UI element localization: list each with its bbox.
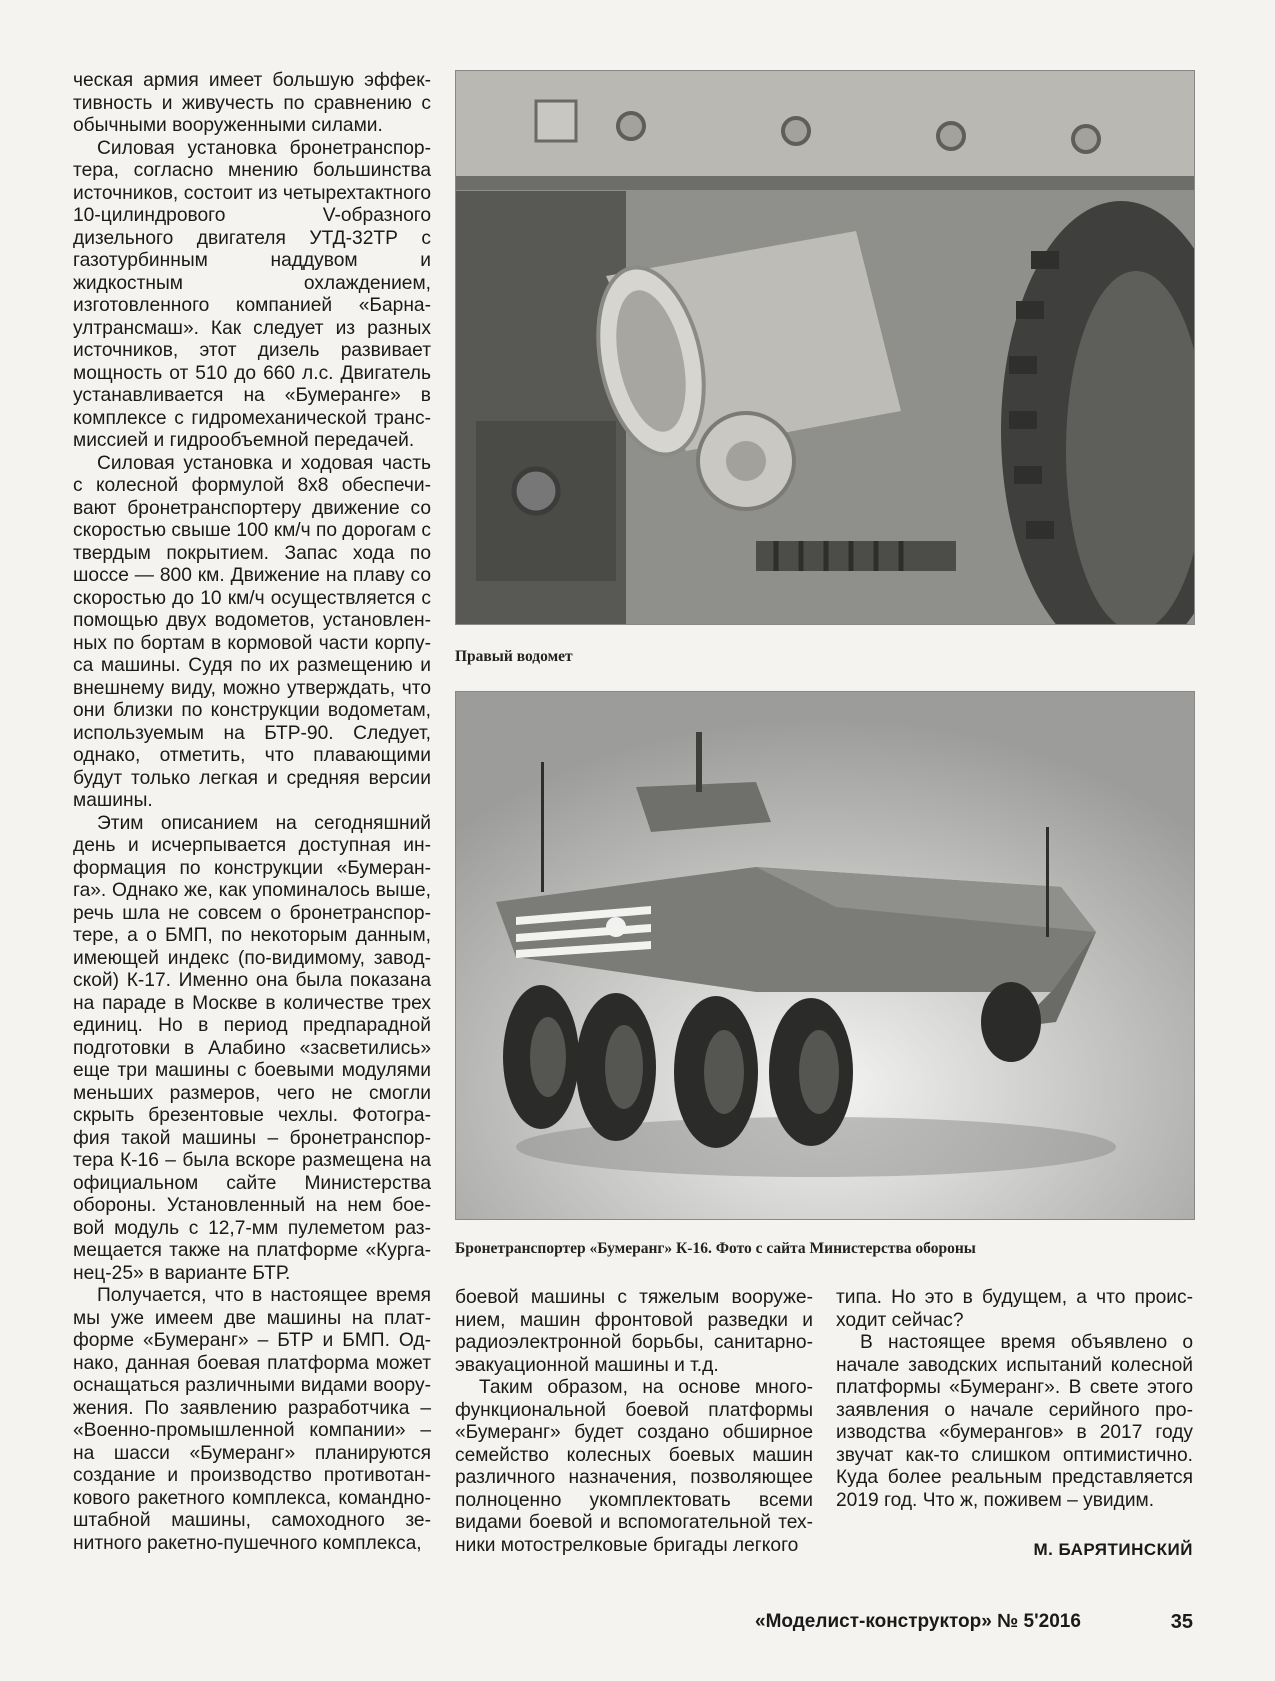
waterjet-illustration — [456, 71, 1194, 624]
magazine-title: «Моделист-конструктор» № 5'2016 — [755, 1611, 1081, 1632]
waterjet-photo — [455, 70, 1195, 625]
paragraph: Силовая установка бронетранспортера, согласно мнению большинства источников, состоит из четырехтактного 10-цилиндрового V-образного дизельного двигателя УТД-32ТР с газотурбинным наддувом и жидкостным охлаждением, изготовленного компанией «Барнаултрансмаш». Как следует из разных источников, этот дизель развивает мощность от 510 до 660 л.с. Двигатель устанавливается на «Бумеранге» в комплексе с гидромеханической трансмиссией и гидрообъемной передачей. — [73, 137, 431, 451]
vehicle-caption: Бронетранспортер «Бумеранг» К-16. Фото с сайта Министерства обороны — [455, 1240, 976, 1257]
paragraph: типа. Но это в будущем, а что происходит сейчас? — [836, 1287, 1193, 1331]
paragraph: Силовая установка и ходовая часть с колесной формулой 8x8 обеспечивают бронетранспортеру движение со скоростью свыше 100 км/ч по дорогам с твердым покрытием. Запас хода по шоссе — 800 км. Движение на плаву со скоростью до 10 км/ч осуществляется с помощью двух водометов, установленных по бортам в кормовой части корпуса машины. Судя по их размещению и внешнему виду, можно утверждать, что они близки по конструкции водометам, используемым на БТР-90. Следует, однако, отметить, что плавающими будут только легкая и средняя версии машины. — [73, 452, 431, 811]
left-text-column — [73, 70, 431, 1555]
paragraph: В настоящее время объявлено о начале заводских испытаний колесной платформы «Бумеранг». В свете этого заявления о начале серийного производства «бумерангов» в 2017 году звучат как-то слишком оптимистично. Куда более реальным представляется 2019 год. Что ж, поживем – увидим. — [836, 1332, 1193, 1511]
paragraph: ческая армия имеет большую эффективность и живучесть по сравнению с обычными вооруженными силами. — [73, 70, 431, 136]
page-number: 35 — [1170, 1611, 1193, 1633]
paragraph: Этим описанием на сегодняшний день и исчерпывается доступная информация по конструкции «Бумеранга». Однако же, как упоминалось выше, речь шла не совсем о бронетранспортере, а о БМП, по некоторым данным, имеющей индекс (по-видимому, заводской) К-17. Именно она была показана на параде в Москве в количестве трех единиц. Но в период предпарадной подготовки в Алабино «засветились» еще три машины с боевыми модулями меньших размеров, чего не смогли скрыть брезентовые чехлы. Фотография такой машины – бронетранспортера К-16 – была вскоре размещена на официальном сайте Министерства обороны. Установленный на нем боевой модуль с 12,7-мм пулеметом размещается также на платформе «Курганец-25» в варианте БТР. — [73, 812, 431, 1284]
right-text-column — [836, 1287, 1193, 1512]
paragraph: Получается, что в настоящее время мы уже имеем две машины на платформе «Бумеранг» – БТР и БМП. Однако, данная боевая платформа может оснащаться различными видами вооружения. По заявлению разработчика – «Военно-промышленной компании» – на шасси «Бумеранг» планируются создание и производство противотанкового ракетного комплекса, командно-штабной машины, самоходного зенитного ракетно-пушечного комплекса, — [73, 1285, 431, 1554]
vehicle-illustration — [456, 692, 1194, 1219]
paragraph: Таким образом, на основе многофункциональной боевой платформы «Бумеранг» будет создано обширное семейство колесных боевых машин различного назначения, позволяющее полноценно укомплектовать всеми видами боевой и вспомогательной техники мотострелковые бригады легкого — [455, 1377, 813, 1556]
middle-text-column — [455, 1287, 813, 1557]
vehicle-photo — [455, 691, 1195, 1220]
author-signature: М. БАРЯТИНСКИЙ — [1033, 1540, 1193, 1559]
paragraph: боевой машины с тяжелым вооружением, машин фронтовой разведки и радиоэлектронной борьбы, санитарно-эвакуационной машины и т.д. — [455, 1287, 813, 1376]
waterjet-caption: Правый водомет — [455, 648, 573, 665]
